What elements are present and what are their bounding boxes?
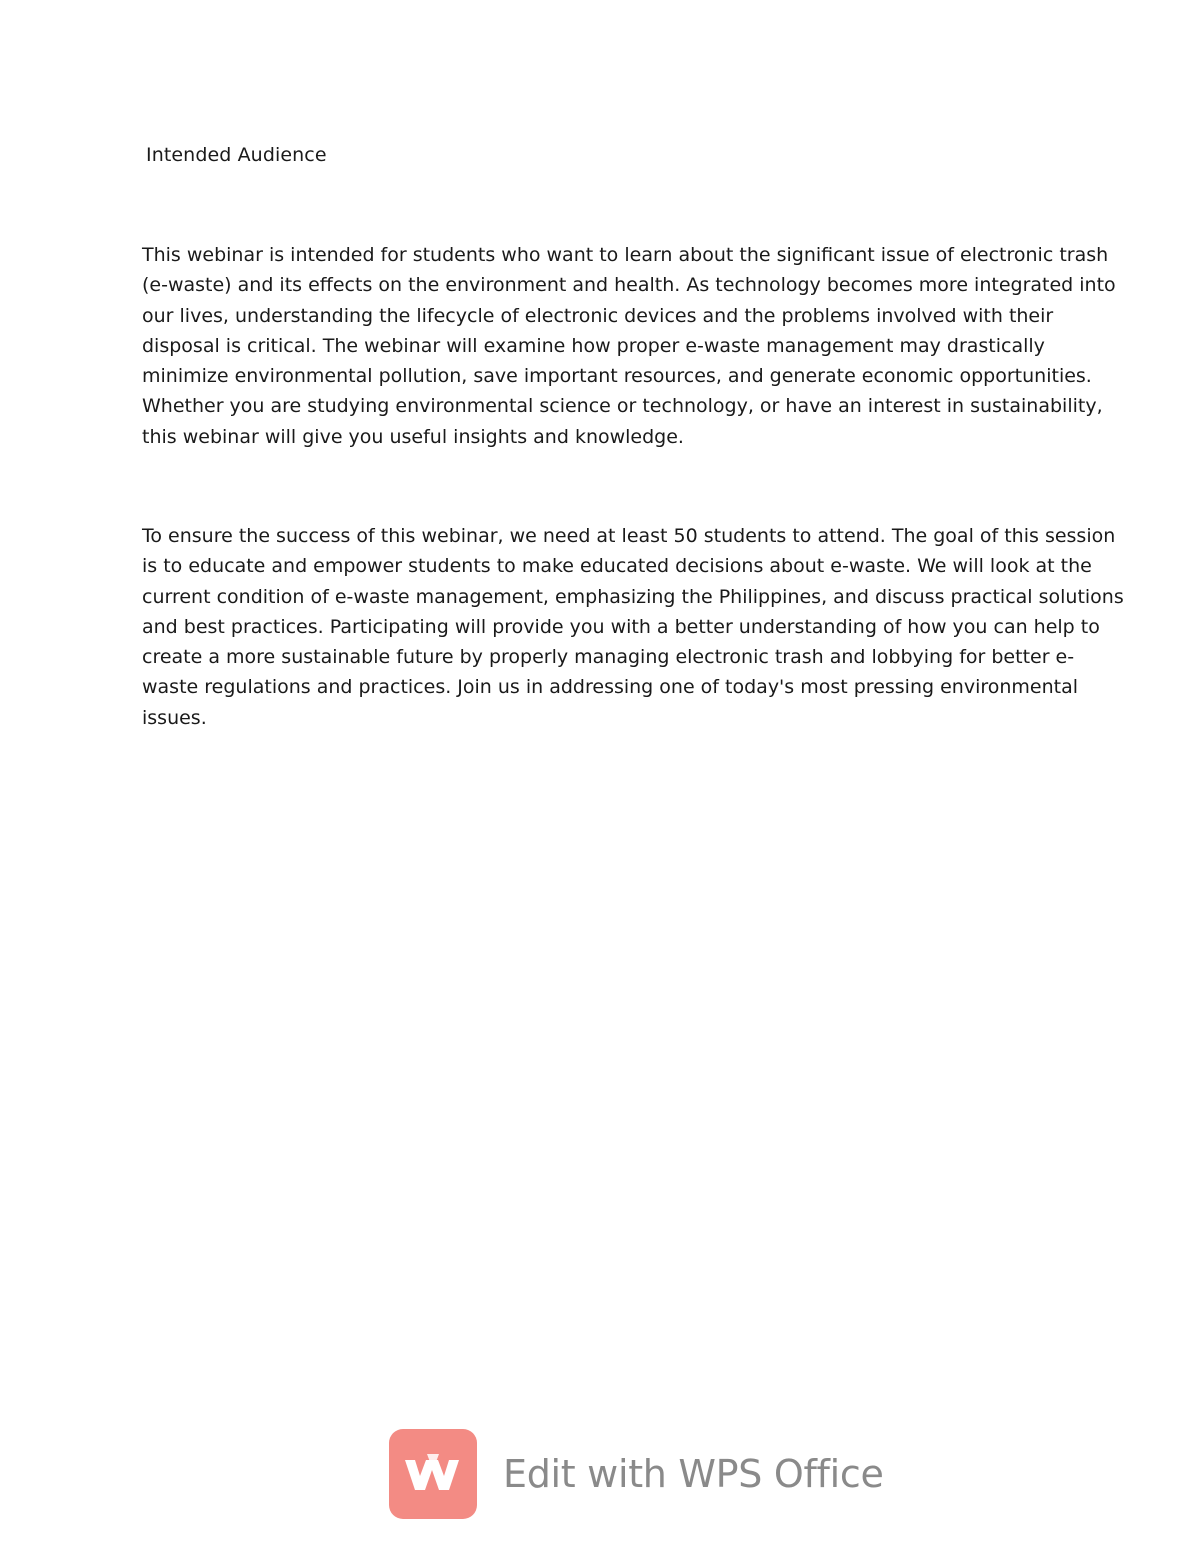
text-line: create a more sustainable future by properly managing electronic trash and lobbying for better e-: [142, 646, 1075, 669]
text-line: issues.: [142, 706, 207, 729]
paragraph-intro: [142, 240, 1116, 452]
text-line: To ensure the success of this webinar, we need at least 50 students to attend. The goal of this session: [142, 525, 1116, 547]
text-line: waste regulations and practices. Join us in addressing one of today's most pressing environmental: [142, 676, 1079, 699]
paragraph-goal: [142, 521, 1124, 733]
edit-with-wps-watermark[interactable]: [389, 1429, 884, 1519]
section-heading: Intended Audience: [146, 144, 327, 166]
text-line: (e-waste) and its effects on the environment and health. As technology becomes more integrated into: [142, 274, 1116, 297]
text-line: This webinar is intended for students who want to learn about the significant issue of electronic trash: [142, 244, 1109, 266]
text-line: is to educate and empower students to make educated decisions about e-waste. We will look at the: [142, 555, 1092, 578]
text-line: disposal is critical. The webinar will examine how proper e-waste management may drastically: [142, 334, 1045, 357]
watermark-label: Edit with WPS Office: [503, 1452, 884, 1496]
text-line: minimize environmental pollution, save important resources, and generate economic opportunities.: [142, 365, 1092, 388]
text-line: our lives, understanding the lifecycle of electronic devices and the problems involved with their: [142, 304, 1054, 327]
text-line: Whether you are studying environmental science or technology, or have an interest in sustainability,: [142, 395, 1103, 418]
text-line: this webinar will give you useful insights and knowledge.: [142, 425, 684, 448]
wps-logo-icon: [389, 1429, 477, 1519]
text-line: current condition of e-waste management, emphasizing the Philippines, and discuss practical solutions: [142, 585, 1124, 608]
text-line: and best practices. Participating will provide you with a better understanding of how you can help to: [142, 615, 1100, 638]
